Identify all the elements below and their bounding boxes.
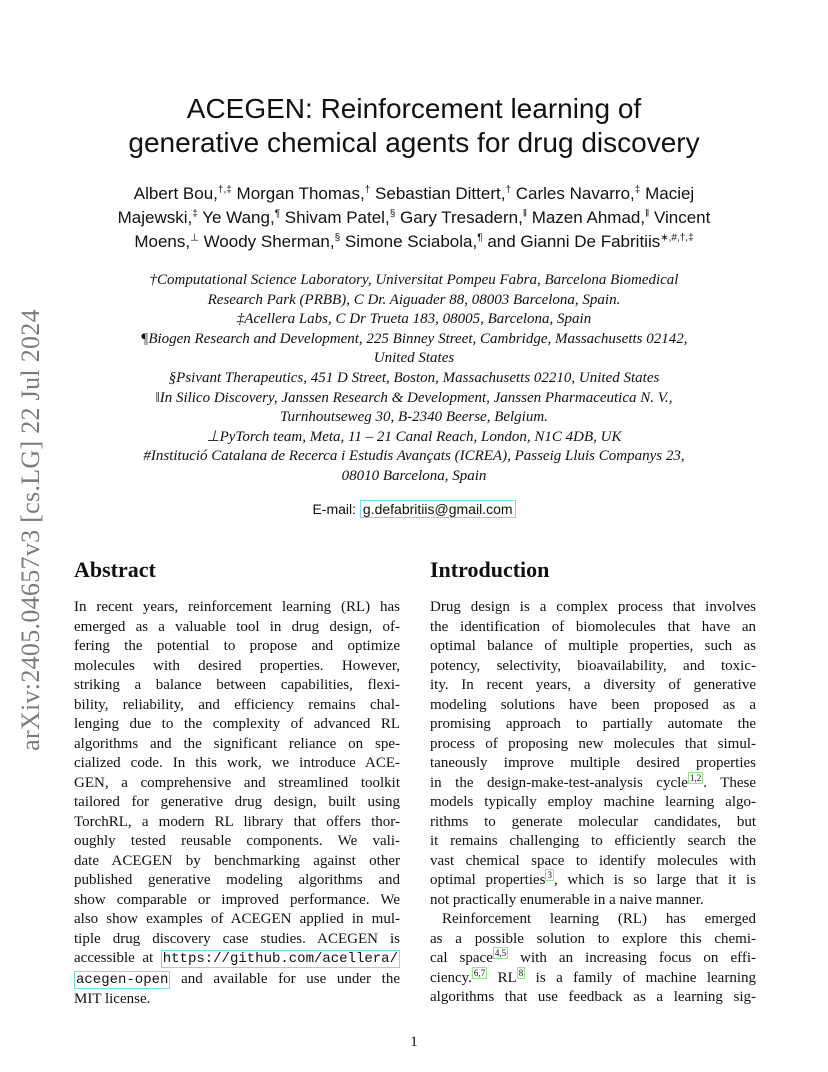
intro-line: potency, selectivity, bioavailability, and toxic- — [430, 657, 756, 674]
abstract-line: In recent years, reinforcement learning (RL) has — [74, 599, 400, 615]
abstract-section — [74, 556, 400, 1010]
introduction-heading: Introduction — [430, 557, 550, 582]
author-line — [80, 206, 748, 230]
intro-line: modeling solutions have been proposed as a — [430, 696, 756, 713]
arxiv-identifier: arXiv:2405.04657v3 [cs.LG] 22 Jul 2024 — [16, 309, 45, 751]
abstract-line: oughly tested reusable components. We vali- — [74, 833, 400, 849]
abstract-line: emerged as a valuable tool in drug design, of- — [74, 618, 400, 635]
title-line: ACEGEN: Reinforcement learning of — [186, 93, 642, 124]
intro-line: the identification of biomolecules that have an — [430, 618, 756, 635]
abstract-line: striking a balance between capabilities, flexi- — [74, 677, 400, 693]
author-affiliation-mark: †,‡ — [217, 184, 232, 196]
affiliation-line: Turnhoutseweg 30, B-2340 Beerse, Belgium. — [280, 409, 548, 426]
author-name: Simone Sciabola, — [344, 232, 478, 251]
author-affiliation-mark: § — [334, 232, 341, 244]
author-line — [80, 230, 748, 254]
intro-line: Reinforcement learning (RL) has emerged — [442, 911, 756, 927]
abstract-line: TorchRL, a modern RL library that offers thor- — [74, 813, 400, 830]
author-name: Mazen Ahmad, — [531, 208, 646, 227]
affiliation-line: ‖In Silico Discovery, Janssen Research & Development, Janssen Pharmaceutica N. V., — [155, 389, 673, 406]
abstract-line: published generative modeling algorithms and — [74, 872, 400, 888]
author-affiliation-mark: ∗,#,†,‡ — [660, 232, 694, 244]
affiliation-line: ‡Acellera Labs, C Dr Trueta 183, 08005, Barcelona, Spain — [236, 311, 592, 328]
abstract-line: algorithms and the significant reliance on spe- — [74, 735, 400, 752]
abstract-heading: Abstract — [74, 557, 156, 582]
intro-line: models typically employ machine learning algo- — [430, 794, 756, 810]
author-affiliation-mark: † — [505, 184, 511, 196]
intro-line: taneously improve multiple desired properties — [430, 755, 756, 771]
intro-line: Drug design is a complex process that involves — [430, 599, 756, 615]
author-name: Sebastian Dittert, — [375, 184, 506, 203]
abstract-line: date ACEGEN by benchmarking against other — [74, 852, 400, 869]
abstract-line: accessible at https://github.com/acellera/ — [74, 950, 398, 967]
affiliation-line: 08010 Barcelona, Spain — [341, 467, 487, 484]
author-name: Maciej — [645, 184, 695, 203]
github-link[interactable]: https://github.com/acellera/ — [162, 951, 398, 967]
author-affiliation-mark: ‖ — [522, 208, 527, 220]
intro-line: as a possible solution to explore this chemi- — [430, 930, 756, 947]
abstract-line: MIT license. — [74, 991, 151, 1007]
author-name: Shivam Patel, — [284, 208, 390, 227]
author-name: Moens, — [134, 232, 191, 251]
intro-line: vast chemical space to identify molecules with — [430, 852, 756, 869]
intro-line: optimal properties $^3$ , which is so large that it is — [430, 870, 756, 888]
author-name: Vincent — [653, 208, 711, 227]
abstract-line: fering the potential to propose and optimize — [74, 638, 400, 654]
author-affiliation-mark: ‡ — [634, 184, 641, 196]
author-name: and Gianni De Fabritiis — [487, 232, 661, 251]
abstract-line: show comparable or improved performance. We — [74, 891, 400, 908]
affiliation-line: United States — [373, 350, 455, 367]
intro-line: not practically enumerable in a naive manner. — [430, 891, 704, 908]
affiliation-line: ¶Biogen Research and Development, 225 Binney Street, Cambridge, Massachusetts 02142, — [140, 330, 688, 347]
author-affiliation-mark: ‡ — [192, 208, 198, 220]
author-name: Morgan Thomas, — [236, 184, 365, 203]
author-name: Carles Navarro, — [515, 184, 635, 203]
email-label: E-mail: — [312, 501, 357, 517]
affiliation-line: #Institució Catalana de Recerca i Estudis Avançats (ICREA), Passeig Lluis Companys 23, — [143, 448, 685, 465]
intro-line: algorithms that use feedback as a learning sig- — [430, 989, 756, 1005]
contact-email — [0, 501, 828, 517]
affiliation-line: Research Park (PRBB), C Dr. Aiguader 88, 08003 Barcelona, Spain. — [207, 291, 621, 308]
abstract-line: acegen-open and available for use under the — [76, 970, 400, 988]
author-name: Albert Bou, — [133, 184, 218, 203]
intro-line: rithms to generate molecular candidates, but — [430, 813, 756, 830]
author-affiliation-mark: ⊥ — [190, 232, 199, 244]
author-affiliation-mark: † — [364, 184, 371, 196]
author-affiliation-mark: ¶ — [477, 232, 483, 244]
author-name: Woody Sherman, — [203, 232, 335, 251]
intro-line: in the design-make-test-analysis cycle $^{1,2}$ . These — [430, 772, 757, 791]
citation-link[interactable]: 4,5 — [494, 948, 507, 958]
page-number: 1 — [410, 1034, 418, 1050]
arxiv-side-stamp — [16, 295, 46, 765]
author-name: Majewski, — [117, 208, 193, 227]
abstract-line: also show examples of ACEGEN applied in mul- — [74, 911, 400, 927]
citation-link[interactable]: 6,7 — [473, 967, 486, 978]
author-affiliation-mark: ¶ — [274, 208, 281, 220]
intro-line: optimal balance of multiple properties, such as — [430, 638, 756, 654]
title-line: generative chemical agents for drug discovery — [128, 127, 700, 158]
abstract-line: GEN, a comprehensive and streamlined toolkit — [74, 774, 400, 791]
author-affiliation-mark: ‖ — [645, 208, 650, 220]
author-name: Ye Wang, — [202, 208, 275, 227]
intro-line: process of proposing new molecules that simul- — [430, 735, 756, 752]
intro-line: promising approach to partially automate the — [430, 716, 756, 732]
abstract-line: cialized code. In this work, we introduce ACE- — [74, 755, 400, 771]
abstract-body — [74, 598, 400, 1010]
intro-line: ciency. $^{6,7}$ RL $^8$ is a family of machine learning — [430, 967, 756, 986]
abstract-line: molecules with desired properties. However, — [74, 657, 400, 674]
affiliations — [74, 271, 754, 487]
affiliation-line: §Psivant Therapeutics, 451 D Street, Boston, Massachusetts 02210, United States — [168, 369, 660, 386]
intro-line: ity. In recent years, a diversity of generative — [430, 677, 756, 693]
email-link[interactable]: g.defabritiis@gmail.com — [360, 500, 516, 518]
author-name: Gary Tresadern, — [399, 208, 523, 227]
author-list — [80, 182, 748, 254]
citation-link[interactable]: 1,2 — [689, 772, 702, 783]
citation-link[interactable]: 3 — [547, 870, 552, 880]
author-line — [80, 182, 748, 206]
introduction-section — [430, 556, 756, 1008]
abstract-line: lenging due to the complexity of advanced RL — [74, 716, 400, 732]
introduction-body — [430, 598, 756, 1008]
author-affiliation-mark: § — [389, 208, 396, 220]
affiliation-line: †Computational Science Laboratory, Universitat Pompeu Fabra, Barcelona Biomedical — [149, 272, 679, 288]
abstract-line: tiple drug discovery case studies. ACEGEN is — [74, 930, 400, 947]
intro-line: it remains challenging to efficiently search the — [430, 833, 756, 849]
abstract-line: tailored for generative drug design, built using — [74, 794, 400, 810]
paper-title — [60, 92, 768, 160]
abstract-line: bility, reliability, and efficiency remains chal- — [74, 696, 400, 713]
affiliation-line: ⊥PyTorch team, Meta, 11 – 21 Canal Reach, London, N1C 4DB, UK — [206, 428, 622, 445]
intro-line: cal space $^{4,5}$ with an increasing focus on effi- — [430, 948, 756, 966]
citation-link[interactable]: 8 — [518, 967, 524, 978]
github-link-continued[interactable]: acegen-open — [76, 971, 169, 988]
